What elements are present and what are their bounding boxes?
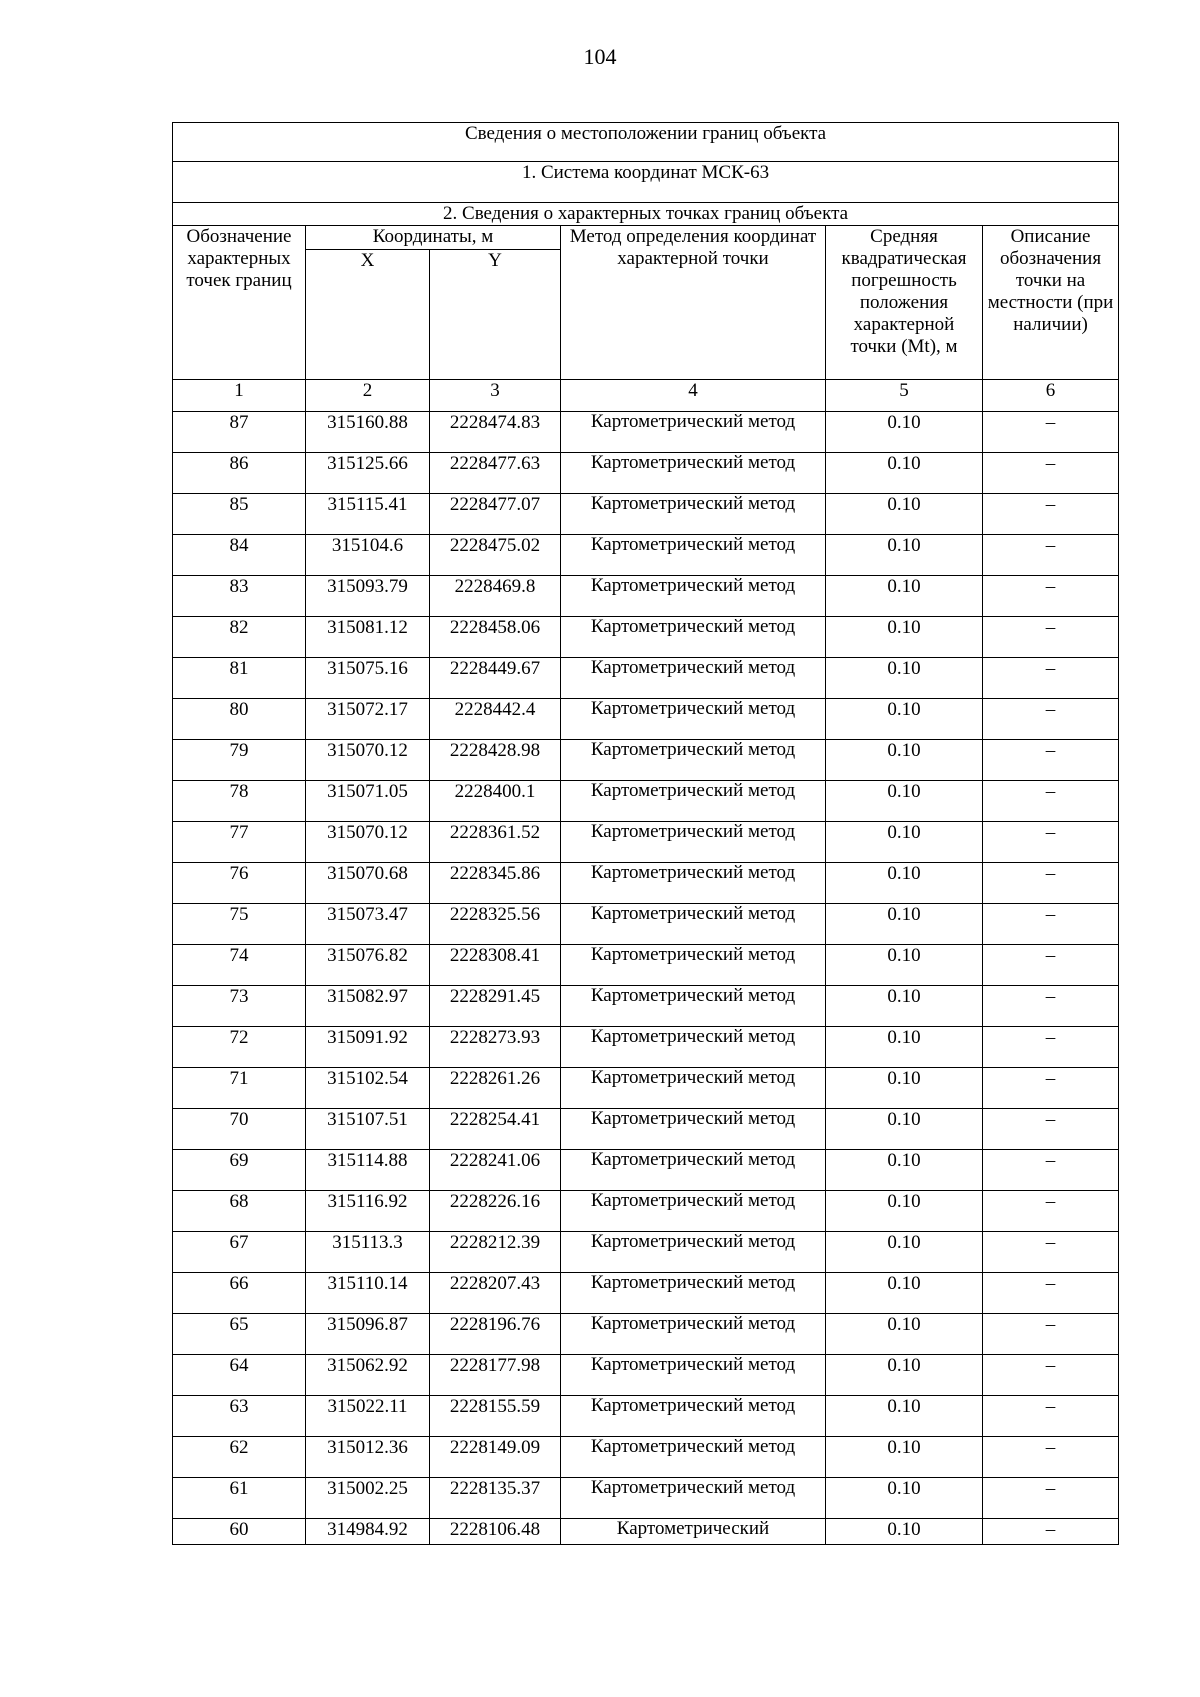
header-x: X: [306, 250, 430, 380]
point-designation: 72: [173, 1027, 306, 1068]
point-description: –: [983, 863, 1119, 904]
table-row: [173, 1109, 1119, 1150]
method: Картометрический метод: [561, 1478, 826, 1519]
point-designation: 69: [173, 1150, 306, 1191]
table-row: [173, 1519, 1119, 1545]
point-designation: 63: [173, 1396, 306, 1437]
table-row: [173, 494, 1119, 535]
coordinate-x: 315093.79: [306, 576, 430, 617]
point-designation: 67: [173, 1232, 306, 1273]
coordinate-x: 315072.17: [306, 699, 430, 740]
method: Картометрический метод: [561, 945, 826, 986]
mean-square-error: 0.10: [826, 1314, 983, 1355]
table-row: [173, 617, 1119, 658]
point-designation: 77: [173, 822, 306, 863]
method: Картометрический метод: [561, 494, 826, 535]
coordinate-y: 2228226.16: [430, 1191, 561, 1232]
point-designation: 73: [173, 986, 306, 1027]
method: Картометрический метод: [561, 863, 826, 904]
coordinate-y: 2228207.43: [430, 1273, 561, 1314]
header-method: Метод определения координат характерной точки: [561, 226, 826, 380]
coordinate-x: 315096.87: [306, 1314, 430, 1355]
mean-square-error: 0.10: [826, 1519, 983, 1545]
column-number: 2: [306, 380, 430, 412]
method: Картометрический метод: [561, 1314, 826, 1355]
method: Картометрический метод: [561, 658, 826, 699]
table-row: [173, 781, 1119, 822]
coordinate-y: 2228442.4: [430, 699, 561, 740]
table-row: [173, 1355, 1119, 1396]
point-description: –: [983, 945, 1119, 986]
coordinate-y: 2228477.63: [430, 453, 561, 494]
point-description: –: [983, 1232, 1119, 1273]
coordinate-system: 1. Система координат МСК-63: [173, 162, 1119, 203]
header-designation: Обозначение характерных точек границ: [173, 226, 306, 380]
point-description: –: [983, 1191, 1119, 1232]
coordinate-x: 315081.12: [306, 617, 430, 658]
mean-square-error: 0.10: [826, 986, 983, 1027]
table-row: [173, 1437, 1119, 1478]
point-description: –: [983, 1314, 1119, 1355]
point-designation: 62: [173, 1437, 306, 1478]
point-description: –: [983, 658, 1119, 699]
point-description: –: [983, 822, 1119, 863]
coordinate-x: 315022.11: [306, 1396, 430, 1437]
method: Картометрический: [561, 1519, 826, 1545]
coordinate-y: 2228449.67: [430, 658, 561, 699]
point-designation: 82: [173, 617, 306, 658]
mean-square-error: 0.10: [826, 412, 983, 453]
table-row: [173, 1027, 1119, 1068]
table-row: [173, 863, 1119, 904]
coordinate-y: 2228241.06: [430, 1150, 561, 1191]
mean-square-error: 0.10: [826, 617, 983, 658]
point-designation: 87: [173, 412, 306, 453]
coordinate-x: 315107.51: [306, 1109, 430, 1150]
mean-square-error: 0.10: [826, 740, 983, 781]
method: Картометрический метод: [561, 1109, 826, 1150]
coordinate-y: 2228477.07: [430, 494, 561, 535]
table-row: [173, 535, 1119, 576]
mean-square-error: 0.10: [826, 1068, 983, 1109]
point-designation: 65: [173, 1314, 306, 1355]
point-description: –: [983, 986, 1119, 1027]
coordinate-y: 2228212.39: [430, 1232, 561, 1273]
header-coordinates: Координаты, м: [306, 226, 561, 250]
table-row: [173, 699, 1119, 740]
point-designation: 71: [173, 1068, 306, 1109]
point-description: –: [983, 1478, 1119, 1519]
mean-square-error: 0.10: [826, 1355, 983, 1396]
page-number: 104: [583, 44, 617, 69]
coordinate-x: 315076.82: [306, 945, 430, 986]
table-row: [173, 740, 1119, 781]
method: Картометрический метод: [561, 1150, 826, 1191]
mean-square-error: 0.10: [826, 863, 983, 904]
method: Картометрический метод: [561, 412, 826, 453]
coordinate-y: 2228400.1: [430, 781, 561, 822]
table-row: [173, 1478, 1119, 1519]
coordinate-x: 315070.68: [306, 863, 430, 904]
point-designation: 75: [173, 904, 306, 945]
header-error: Средняя квадратическая погрешность положения характерной точки (Mt), м: [826, 226, 983, 380]
mean-square-error: 0.10: [826, 1150, 983, 1191]
coordinate-x: 315160.88: [306, 412, 430, 453]
point-designation: 64: [173, 1355, 306, 1396]
coordinate-x: 315082.97: [306, 986, 430, 1027]
method: Картометрический метод: [561, 535, 826, 576]
coordinate-x: 315012.36: [306, 1437, 430, 1478]
method: Картометрический метод: [561, 740, 826, 781]
point-description: –: [983, 699, 1119, 740]
boundary-points-table: [172, 122, 1119, 1545]
method: Картометрический метод: [561, 1396, 826, 1437]
method: Картометрический метод: [561, 453, 826, 494]
coordinate-y: 2228291.45: [430, 986, 561, 1027]
coordinate-x: 315125.66: [306, 453, 430, 494]
method: Картометрический метод: [561, 1355, 826, 1396]
method: Картометрический метод: [561, 1068, 826, 1109]
point-description: –: [983, 576, 1119, 617]
point-description: –: [983, 412, 1119, 453]
coordinate-x: 315091.92: [306, 1027, 430, 1068]
column-number: 1: [173, 380, 306, 412]
coordinate-y: 2228475.02: [430, 535, 561, 576]
table-row: [173, 904, 1119, 945]
section-title: 2. Сведения о характерных точках границ объекта: [173, 203, 1119, 226]
method: Картометрический метод: [561, 986, 826, 1027]
mean-square-error: 0.10: [826, 658, 983, 699]
coordinate-y: 2228325.56: [430, 904, 561, 945]
coordinate-y: 2228345.86: [430, 863, 561, 904]
point-designation: 70: [173, 1109, 306, 1150]
point-designation: 74: [173, 945, 306, 986]
coordinate-y: 2228254.41: [430, 1109, 561, 1150]
table-row: [173, 412, 1119, 453]
method: Картометрический метод: [561, 699, 826, 740]
point-description: –: [983, 740, 1119, 781]
point-description: –: [983, 1150, 1119, 1191]
table-row: [173, 576, 1119, 617]
point-description: –: [983, 617, 1119, 658]
coordinate-y: 2228469.8: [430, 576, 561, 617]
table-row: [173, 945, 1119, 986]
method: Картометрический метод: [561, 1232, 826, 1273]
coordinate-y: 2228106.48: [430, 1519, 561, 1545]
point-description: –: [983, 453, 1119, 494]
table-row: [173, 1396, 1119, 1437]
point-description: –: [983, 1068, 1119, 1109]
point-description: –: [983, 535, 1119, 576]
mean-square-error: 0.10: [826, 1273, 983, 1314]
table-row: [173, 658, 1119, 699]
table-row: [173, 1191, 1119, 1232]
coordinate-x: 315070.12: [306, 822, 430, 863]
header-y: Y: [430, 250, 561, 380]
table-row: [173, 822, 1119, 863]
coordinate-x: 315062.92: [306, 1355, 430, 1396]
coordinate-x: 314984.92: [306, 1519, 430, 1545]
point-designation: 66: [173, 1273, 306, 1314]
coordinate-y: 2228361.52: [430, 822, 561, 863]
table-row: [173, 1314, 1119, 1355]
method: Картометрический метод: [561, 576, 826, 617]
point-description: –: [983, 1396, 1119, 1437]
table-row: [173, 986, 1119, 1027]
point-designation: 85: [173, 494, 306, 535]
point-description: –: [983, 1355, 1119, 1396]
method: Картометрический метод: [561, 1191, 826, 1232]
coordinate-x: 315073.47: [306, 904, 430, 945]
coordinate-y: 2228135.37: [430, 1478, 561, 1519]
point-designation: 81: [173, 658, 306, 699]
mean-square-error: 0.10: [826, 535, 983, 576]
point-description: –: [983, 1519, 1119, 1545]
coordinate-x: 315002.25: [306, 1478, 430, 1519]
point-designation: 83: [173, 576, 306, 617]
table-row: [173, 1273, 1119, 1314]
mean-square-error: 0.10: [826, 1437, 983, 1478]
point-designation: 61: [173, 1478, 306, 1519]
method: Картометрический метод: [561, 904, 826, 945]
point-description: –: [983, 1437, 1119, 1478]
table-row: [173, 453, 1119, 494]
method: Картометрический метод: [561, 1437, 826, 1478]
mean-square-error: 0.10: [826, 822, 983, 863]
coordinate-x: 315110.14: [306, 1273, 430, 1314]
mean-square-error: 0.10: [826, 1396, 983, 1437]
coordinate-y: 2228177.98: [430, 1355, 561, 1396]
coordinate-y: 2228428.98: [430, 740, 561, 781]
coordinate-y: 2228474.83: [430, 412, 561, 453]
point-designation: 60: [173, 1519, 306, 1545]
coordinate-x: 315071.05: [306, 781, 430, 822]
point-designation: 84: [173, 535, 306, 576]
coordinate-y: 2228196.76: [430, 1314, 561, 1355]
mean-square-error: 0.10: [826, 904, 983, 945]
coordinate-x: 315115.41: [306, 494, 430, 535]
table-row: [173, 1150, 1119, 1191]
header-description: Описание обозначения точки на местности (при наличии): [983, 226, 1119, 380]
mean-square-error: 0.10: [826, 453, 983, 494]
point-description: –: [983, 904, 1119, 945]
mean-square-error: 0.10: [826, 781, 983, 822]
coordinate-y: 2228458.06: [430, 617, 561, 658]
table-title: Сведения о местоположении границ объекта: [173, 123, 1119, 162]
coordinate-y: 2228149.09: [430, 1437, 561, 1478]
column-number: 3: [430, 380, 561, 412]
column-number: 6: [983, 380, 1119, 412]
coordinate-y: 2228261.26: [430, 1068, 561, 1109]
mean-square-error: 0.10: [826, 1191, 983, 1232]
coordinate-y: 2228308.41: [430, 945, 561, 986]
table-row: [173, 1232, 1119, 1273]
mean-square-error: 0.10: [826, 1109, 983, 1150]
method: Картометрический метод: [561, 822, 826, 863]
mean-square-error: 0.10: [826, 1478, 983, 1519]
coordinate-x: 315113.3: [306, 1232, 430, 1273]
mean-square-error: 0.10: [826, 945, 983, 986]
mean-square-error: 0.10: [826, 494, 983, 535]
mean-square-error: 0.10: [826, 699, 983, 740]
method: Картометрический метод: [561, 1273, 826, 1314]
method: Картометрический метод: [561, 617, 826, 658]
point-designation: 80: [173, 699, 306, 740]
method: Картометрический метод: [561, 781, 826, 822]
coordinate-x: 315104.6: [306, 535, 430, 576]
method: Картометрический метод: [561, 1027, 826, 1068]
coordinate-x: 315102.54: [306, 1068, 430, 1109]
mean-square-error: 0.10: [826, 576, 983, 617]
mean-square-error: 0.10: [826, 1232, 983, 1273]
coordinate-x: 315116.92: [306, 1191, 430, 1232]
point-description: –: [983, 1109, 1119, 1150]
coordinate-y: 2228155.59: [430, 1396, 561, 1437]
table-row: [173, 1068, 1119, 1109]
column-number: 4: [561, 380, 826, 412]
point-designation: 79: [173, 740, 306, 781]
coordinate-x: 315075.16: [306, 658, 430, 699]
column-number: 5: [826, 380, 983, 412]
coordinate-x: 315114.88: [306, 1150, 430, 1191]
point-description: –: [983, 781, 1119, 822]
point-designation: 76: [173, 863, 306, 904]
point-description: –: [983, 1273, 1119, 1314]
point-description: –: [983, 1027, 1119, 1068]
mean-square-error: 0.10: [826, 1027, 983, 1068]
coordinate-x: 315070.12: [306, 740, 430, 781]
point-designation: 78: [173, 781, 306, 822]
coordinate-y: 2228273.93: [430, 1027, 561, 1068]
point-designation: 86: [173, 453, 306, 494]
point-designation: 68: [173, 1191, 306, 1232]
point-description: –: [983, 494, 1119, 535]
